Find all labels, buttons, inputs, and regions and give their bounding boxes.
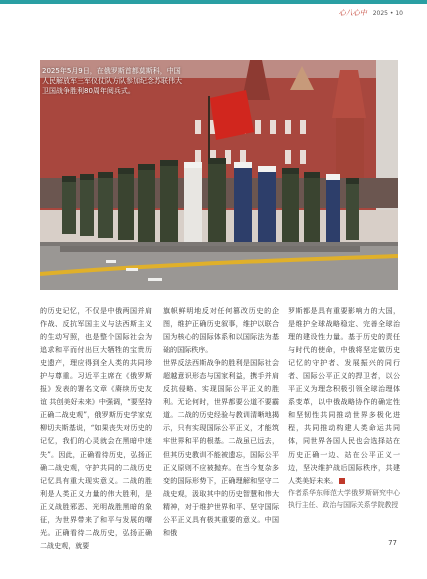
issue-number: 2025 • 10	[372, 9, 403, 17]
text-column-1	[40, 304, 152, 552]
magazine-logo: 心八心中	[338, 9, 367, 17]
text-column-2	[163, 304, 279, 539]
text-column-3	[288, 304, 400, 511]
end-mark-icon	[339, 478, 345, 484]
photo-caption: 2025年5月9日，在俄罗斯首都莫斯科，中国人民解放军三军仪仗队方队参加纪念苏联伟大卫国战争胜利80周年阅兵式。	[42, 67, 182, 95]
column-2-text: 旗帜鲜明地反对任何篡改历史的企图，维护正确历史叙事，维护以联合国为核心的国际体系和以国际法为基础的国际秩序。 世界反法西斯战争的胜利是国际社会超越意识形态与国家利益，携手并肩反抗侵略、实现国际公平正义的胜利。无论何时，世界都要公道不要霸道。二战的历史经验与教训清晰地揭示，只有实现国际公平正义，才能筑牢世界和平的根基。二战虽已远去，但其历史教训不能被遗忘，国际公平正义原则不应被抛弃。在当今复杂多变的国际形势下，正确理解和坚守二战史观，汲取其中的历史智慧和伟大精神，对于维护世界和平、坚守国际公平正义具有极其重要的意义。中国和俄	[163, 306, 279, 537]
running-header	[339, 8, 403, 18]
top-accent-stripe	[0, 0, 427, 4]
column-1-text: 的历史记忆，不仅是中俄两国并肩作战、反抗军国主义与法西斯主义的生动写照，也是整个国际社会为追求和平而付出巨大牺牲的宝贵历史遗产，理应得到全人类的共同珍护与尊重。习近平主席在《俄罗斯报》发表的署名文章《赓续历史友谊 共创美好未来》中强调，“要坚持正确二战史观”，俄罗斯历史学家克柳切夫斯基说，“如果丧失对历史的记忆，我们的心灵就会在黑暗中迷失”。因此，正确看待历史，弘扬正确二战史观，守护共同的二战历史记忆具有重大现实意义。二战的胜利是人类正义力量的伟大胜利，是正义战胜邪恶、光明战胜黑暗的象征，为世界带来了和平与发展的曙光。正确看待二战历史，弘扬正确二战史观，就要	[40, 306, 152, 550]
column-3-body: 罗斯都是具有重要影响力的大国，是维护全球战略稳定、完善全球治理的建设性力量。基于历史的责任与时代的使命，中俄将坚定做历史记忆的守护者、发展振兴的同行者、国际公平正义的捍卫者，以公平正义为理念积极引领全球治理体系变革，以中俄战略协作的确定性和坚韧性共同推动世界多极化进程，共同推动构建人类命运共同体，同世界各国人民也会选择站在历史正确一边、站在公平正义一边，坚决维护战后国际秩序，共建人类美好未来。	[288, 306, 400, 485]
column-3-text	[288, 304, 400, 487]
author-bio: 作者系华东师范大学俄罗斯研究中心执行主任、政治与国际关系学院教授	[288, 488, 400, 509]
page-number: 77	[388, 539, 397, 547]
